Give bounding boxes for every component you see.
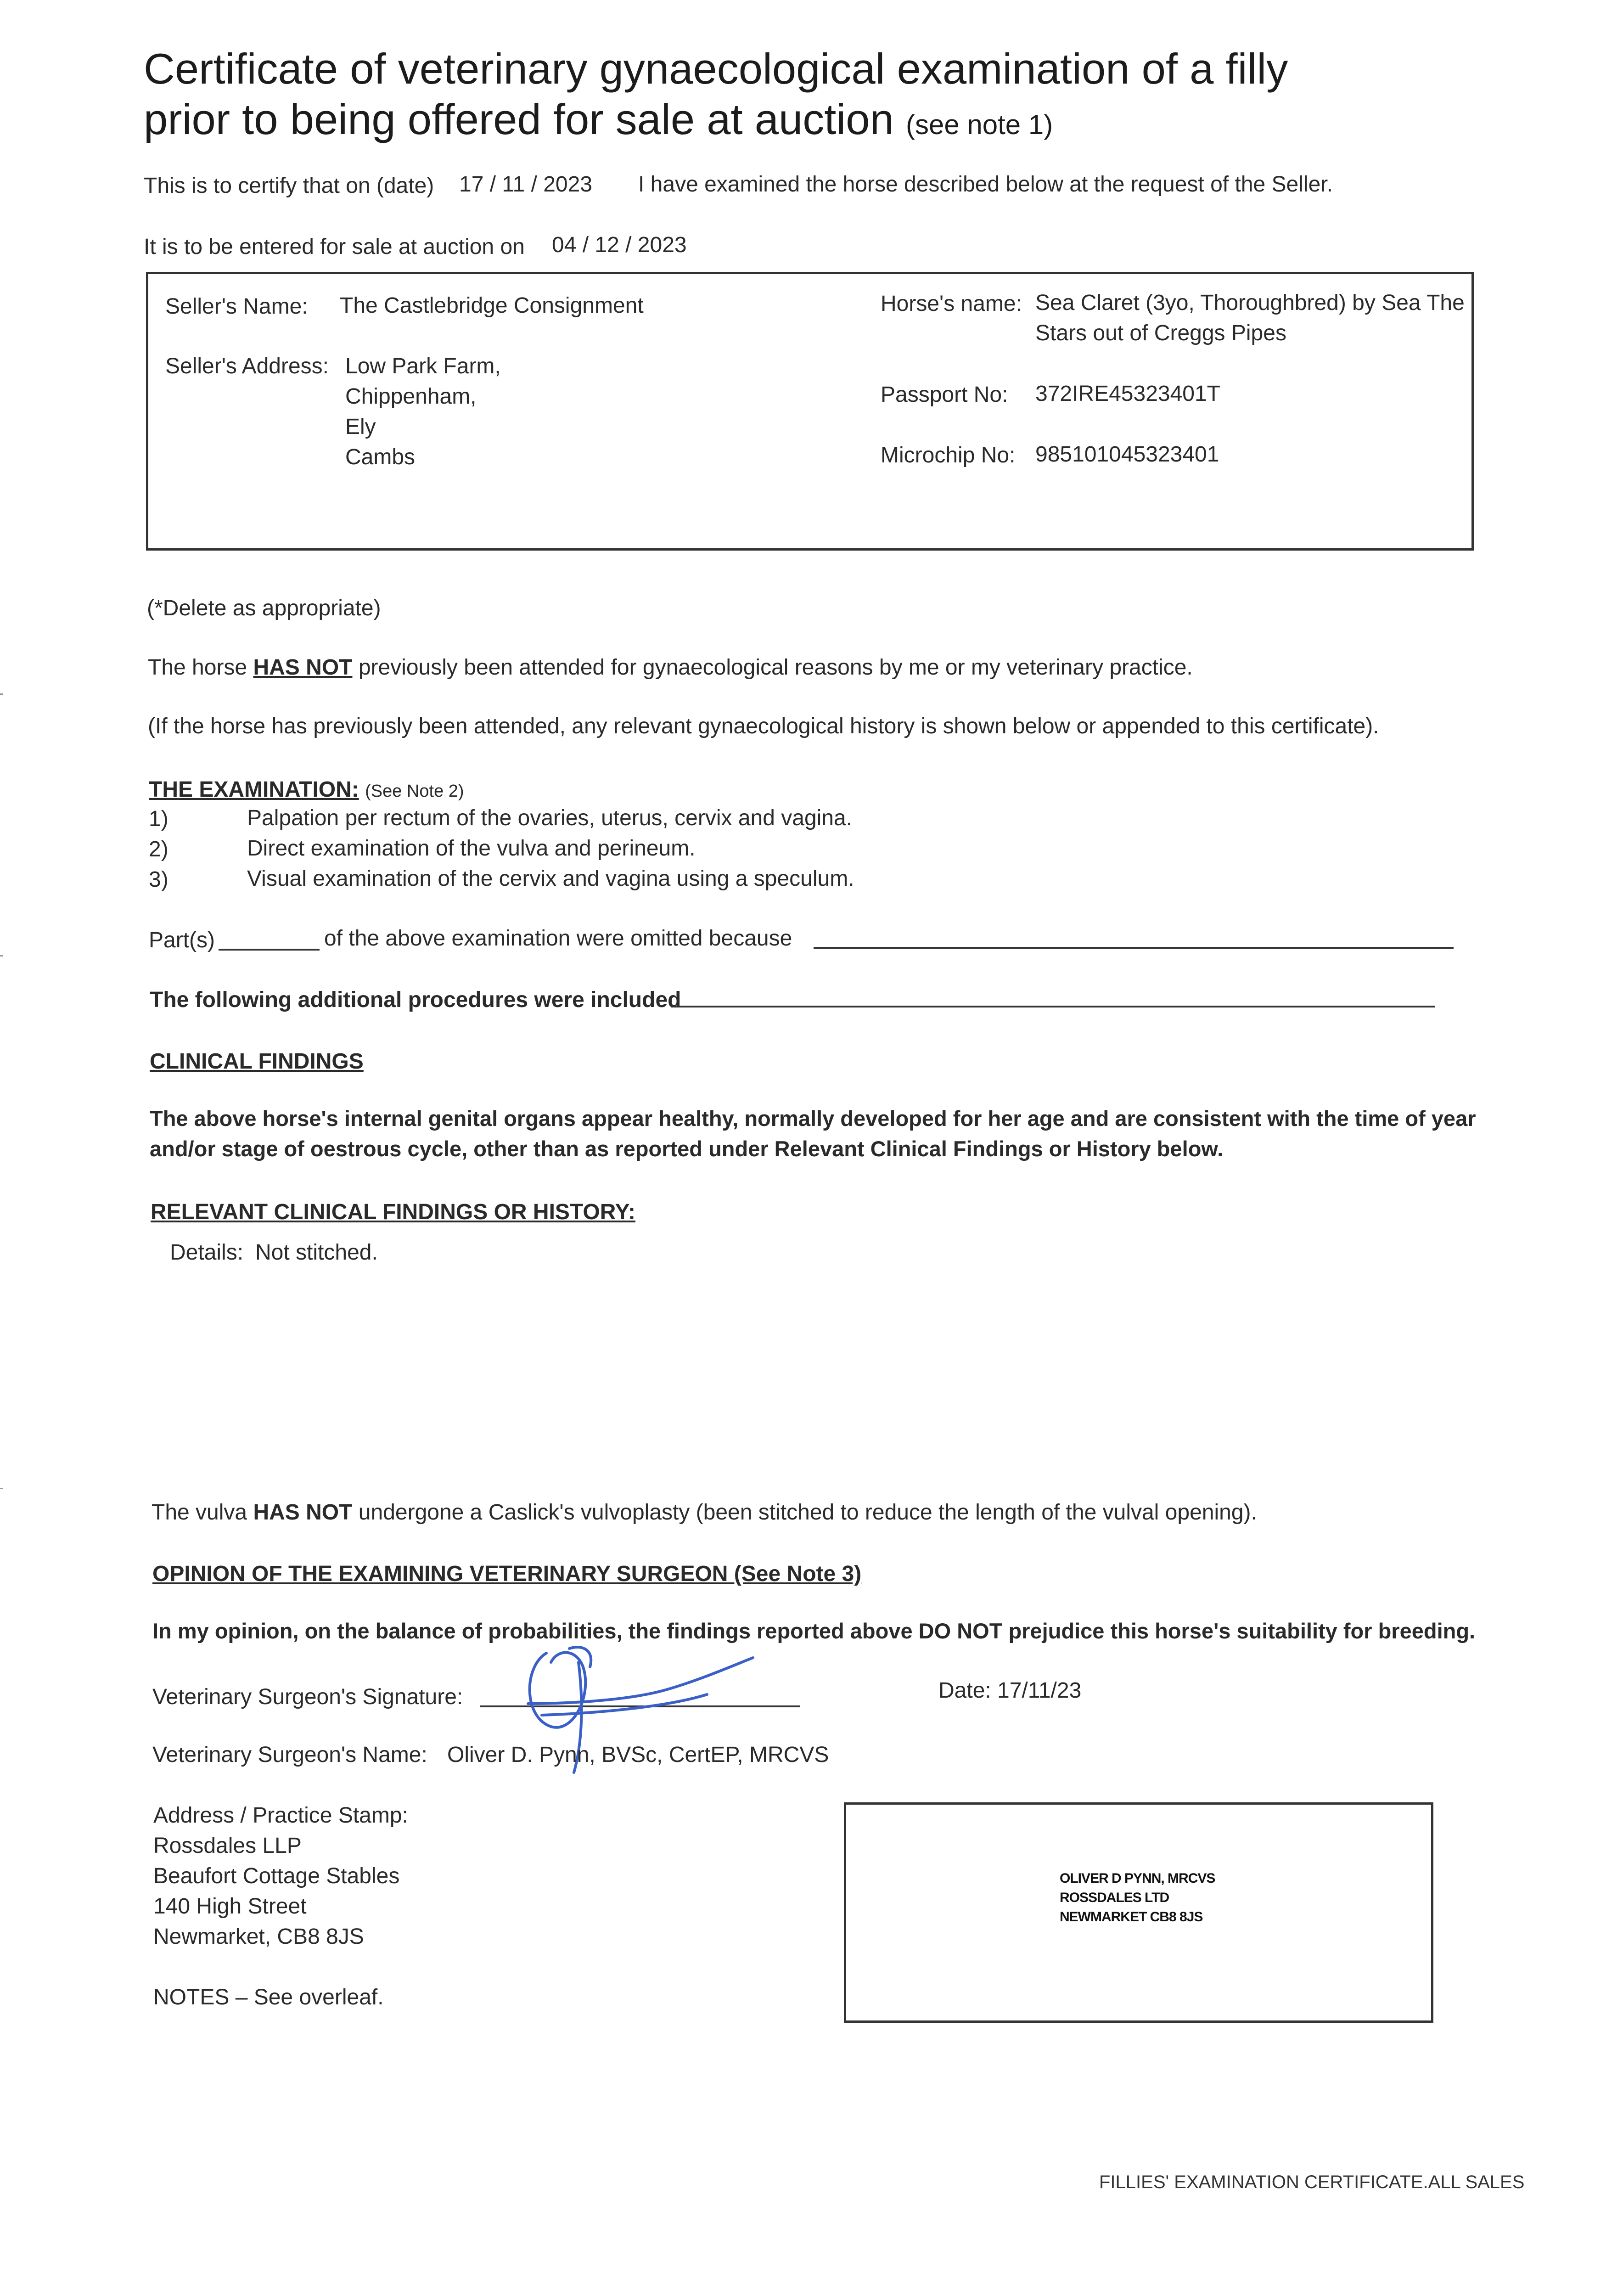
exam-item-number: 3) xyxy=(149,867,168,892)
history-note: (If the horse has previously been attended, any relevant gynaecological history is shown below or appended to this certificate). xyxy=(148,714,1379,738)
passport-label: Passport No: xyxy=(881,383,1008,407)
opinion-text: In my opinion, on the balance of probabilities, the findings reported above DO NOT prejudice this horse's suitability for breeding. xyxy=(152,1619,1476,1643)
exam-item-text: Palpation per rectum of the ovaries, uterus, cervix and vagina. xyxy=(247,806,853,830)
exam-item-text: Visual examination of the cervix and vagina using a speculum. xyxy=(247,867,854,891)
relevant-findings-heading: RELEVANT CLINICAL FINDINGS OR HISTORY: xyxy=(151,1200,636,1224)
clinical-findings-heading: CLINICAL FINDINGS xyxy=(150,1049,364,1074)
details-value: Not stitched. xyxy=(255,1240,378,1265)
examination-heading xyxy=(149,776,464,805)
auction-date: 04 / 12 / 2023 xyxy=(552,233,687,257)
certificate-title-line1: Certificate of veterinary gynaecological examination of a filly xyxy=(144,45,1288,93)
seller-address-line: Chippenham, xyxy=(345,384,477,409)
details-label: Details: xyxy=(170,1240,244,1265)
additional-procedures-label: The following additional procedures were included xyxy=(150,988,681,1012)
microchip-number: 985101045323401 xyxy=(1035,442,1219,467)
horse-name-label: Horse's name: xyxy=(881,292,1022,316)
practice-address-line: 140 High Street xyxy=(153,1894,307,1919)
seller-name-label: Seller's Name: xyxy=(165,294,308,319)
certify-suffix: I have examined the horse described below at the request of the Seller. xyxy=(638,172,1333,197)
practice-address-line: Beaufort Cottage Stables xyxy=(153,1864,400,1888)
seller-name: The Castlebridge Consignment xyxy=(340,293,644,318)
certificate-title-text: prior to being offered for sale at auction xyxy=(144,95,894,143)
passport-number: 372IRE45323401T xyxy=(1035,382,1220,406)
omitted-middle: of the above examination were omitted because xyxy=(324,926,792,951)
omitted-parts-blank xyxy=(219,949,320,951)
horse-name-line2: Stars out of Creggs Pipes xyxy=(1035,321,1286,345)
omitted-reason-blank xyxy=(814,947,1454,949)
seller-address-line: Cambs xyxy=(345,445,416,469)
seller-address-line: Ely xyxy=(345,415,376,439)
microchip-label: Microchip No: xyxy=(881,443,1016,467)
certificate-title-line2 xyxy=(144,94,1053,150)
vulva-statement xyxy=(152,1499,1257,1526)
seller-address-label: Seller's Address: xyxy=(165,354,329,378)
seller-address-line: Low Park Farm, xyxy=(345,354,501,378)
exam-item-number: 1) xyxy=(149,807,168,831)
scan-mark xyxy=(0,693,3,695)
surgeon-name-label: Veterinary Surgeon's Name: xyxy=(152,1743,427,1767)
footer-label: FILLIES' EXAMINATION CERTIFICATE.ALL SALES xyxy=(1099,2172,1525,2192)
omitted-prefix: Part(s) xyxy=(149,928,215,952)
exam-item-number: 2) xyxy=(149,837,168,861)
certify-prefix: This is to certify that on (date) xyxy=(144,174,434,198)
stamp-line: ROSSDALES LTD xyxy=(1060,1890,1169,1905)
opinion-heading: OPINION OF THE EXAMINING VETERINARY SURGEON (See Note 3) xyxy=(152,1562,862,1586)
date-label: Date: xyxy=(938,1678,991,1703)
vulva-suffix: undergone a Caslick's vulvoplasty (been stitched to reduce the length of the vulval opening). xyxy=(358,1500,1257,1525)
delete-note: (*Delete as appropriate) xyxy=(147,596,381,620)
attended-suffix: previously been attended for gynaecological reasons by me or my veterinary practice. xyxy=(358,655,1193,680)
attended-status: HAS NOT xyxy=(253,655,353,680)
scan-mark xyxy=(0,1488,3,1489)
vulva-status: HAS NOT xyxy=(253,1500,353,1525)
title-note: (see note 1) xyxy=(905,109,1053,140)
attended-statement xyxy=(148,654,1193,681)
practice-address-line: Rossdales LLP xyxy=(153,1834,302,1858)
examination-heading-note: (See Note 2) xyxy=(365,782,464,801)
practice-address-label: Address / Practice Stamp: xyxy=(153,1803,408,1828)
auction-prefix: It is to be entered for sale at auction on xyxy=(144,235,525,259)
stamp-line: OLIVER D PYNN, MRCVS xyxy=(1060,1871,1215,1886)
scan-mark xyxy=(0,955,3,957)
attended-prefix: The horse xyxy=(148,655,247,680)
stamp-line: NEWMARKET CB8 8JS xyxy=(1060,1909,1203,1925)
clinical-findings-text-line1: The above horse's internal genital organs appear healthy, normally developed for her age and are consistent with the time of year xyxy=(150,1106,1476,1131)
horse-name-line1: Sea Claret (3yo, Thoroughbred) by Sea The xyxy=(1035,291,1465,315)
notes-reference: NOTES – See overleaf. xyxy=(153,1985,384,2009)
practice-address-line: Newmarket, CB8 8JS xyxy=(153,1925,364,1949)
surgeon-name: Oliver D. Pynn, BVSc, CertEP, MRCVS xyxy=(447,1743,829,1767)
clinical-findings-text-line2: and/or stage of oestrous cycle, other than as reported under Relevant Clinical Findings or History below. xyxy=(150,1137,1224,1161)
signature-label: Veterinary Surgeon's Signature: xyxy=(152,1685,463,1709)
additional-procedures-blank xyxy=(671,1006,1435,1007)
examination-date: 17 / 11 / 2023 xyxy=(459,172,593,197)
examination-heading-text: THE EXAMINATION: xyxy=(149,777,359,802)
vulva-prefix: The vulva xyxy=(152,1500,247,1525)
exam-item-text: Direct examination of the vulva and perineum. xyxy=(247,836,696,861)
signature-date: 17/11/23 xyxy=(997,1678,1082,1703)
